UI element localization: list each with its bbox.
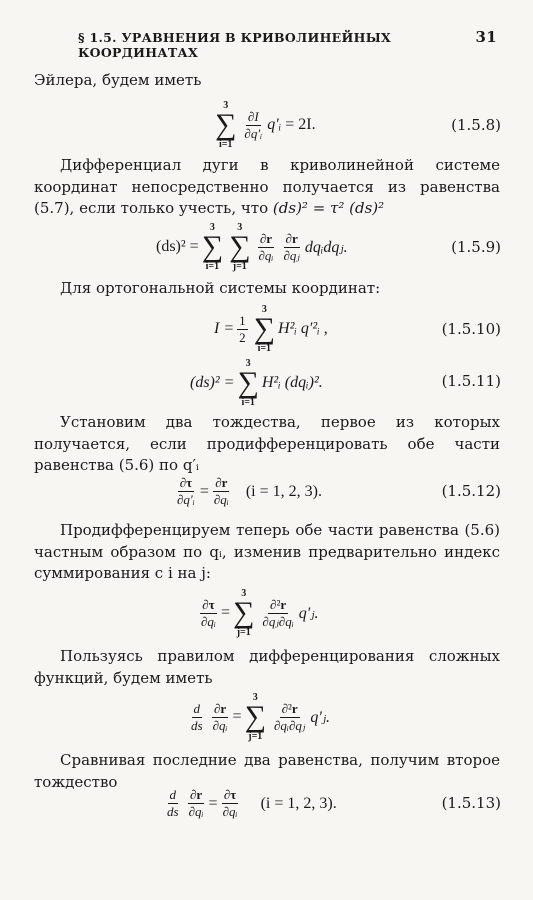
formula-1-5-13: $\frac{d}{ds}$ $\frac{\partial r}{\text{∂qᵢ}}$ = $\frac{\partial\tau}{\text{∂qᵢ}}$ (i = 1, 2, 3). — [167, 787, 337, 819]
equation-1-5-8 — [0, 96, 533, 152]
equation-tail: dqᵢdqⱼ. — [304, 239, 348, 256]
paragraph-4: Установим два тождества, первое из которых получается, если продифференцировать обе части равенства (5.6) по q′ᵢ — [34, 413, 500, 474]
paragraph-5: Продифференцируем теперь обе части равенства (5.6) частным образом по qᵢ, изменив предварительно индекс суммирования с i на j: — [34, 521, 500, 582]
page-number: 31 — [475, 28, 497, 46]
equation-number: (1.5.12) — [441, 482, 501, 500]
equation-lhs: (ds)² = — [156, 238, 199, 255]
paragraph-2 — [34, 155, 500, 220]
header-title: § 1.5. УРАВНЕНИЯ В КРИВОЛИНЕЙНЫХ КООРДИНАТАХ — [78, 30, 392, 60]
equation-lhs: I = — [214, 320, 235, 337]
equation-1-5-11 — [0, 356, 533, 408]
formula-derivative-sum: $\frac{\partial\tau}{\text{∂qᵢ}}$ = 3 ∑ j=1 $\frac{\text{∂²r}}{\text{∂qⱼ∂qᵢ}}$ q′ⱼ. — [201, 588, 319, 638]
running-header — [78, 28, 497, 60]
formula-1-5-11: (ds)² = 3 ∑ i=1 H²ᵢ (dqᵢ)². — [190, 358, 323, 408]
equation-derivative-sum — [0, 584, 533, 640]
equation-chain-rule — [0, 688, 533, 744]
equation-rhs: = 2I. — [285, 116, 316, 133]
equation-number: (1.5.13) — [441, 794, 501, 812]
formula-1-5-9: (ds)² = 3 ∑ i=1 3 ∑ j=1 $\frac{\partial r}{\text{∂qᵢ}}$ $\frac{\partial r}{\text{∂qⱼ}}$ dqᵢdqⱼ. — [156, 222, 348, 272]
formula-chain-rule: $\frac{d}{ds}$ $\frac{\partial r}{\text{∂qᵢ}}$ = 3 ∑ j=1 $\frac{\text{∂²r}}{\text{∂qᵢ∂qⱼ}}$ q′ⱼ. — [191, 692, 331, 742]
equation-1-5-9 — [0, 218, 533, 274]
equation-number: (1.5.8) — [451, 116, 501, 134]
paragraph-1: Эйлера, будем иметь — [34, 71, 202, 89]
equation-lhs: (ds)² = — [190, 374, 235, 391]
formula-1-5-12: $\frac{\partial\tau}{\text{∂q′ᵢ}}$ = $\frac{\partial r}{\text{∂qᵢ}}$ (i = 1, 2, 3). — [177, 475, 322, 507]
equation-1-5-12 — [0, 474, 533, 518]
equation-number: (1.5.9) — [451, 238, 501, 256]
equation-number: (1.5.10) — [441, 320, 501, 338]
equation-tail: H²ᵢ (dqᵢ)². — [261, 374, 323, 391]
equation-1-5-13 — [0, 786, 533, 830]
paragraph-6: Пользуясь правилом дифференцирования сложных функций, будем иметь — [34, 647, 500, 687]
formula-1-5-10: I = $\frac{1}{2}$ 3 ∑ i=1 H²ᵢ q′²ᵢ , — [214, 304, 328, 354]
paragraph-3: Для ортогональной системы координат: — [60, 279, 381, 297]
inline-formula: (ds)² = τ² (ds)² — [272, 199, 385, 217]
equation-tail: q′ⱼ. — [298, 605, 319, 622]
equation-condition: (i = 1, 2, 3). — [260, 794, 337, 812]
equation-1-5-10 — [0, 300, 533, 356]
paragraph-2-text: Дифференциал дуги в криволинейной системе координат непосредственно получается из равенства (5.7), если только учесть, что — [34, 156, 500, 217]
formula-1-5-8: 3 ∑ i=1 $\frac{\partial I}{\text{∂q′ᵢ}}$ q′ᵢ = 2I. — [215, 100, 316, 150]
equation-number: (1.5.11) — [441, 372, 501, 390]
paragraph-7: Сравнивая последние два равенства, получим второе тождество — [34, 751, 500, 791]
equation-tail: H²ᵢ q′²ᵢ , — [278, 320, 328, 337]
equation-tail: q′ⱼ. — [310, 709, 331, 726]
equation-condition: (i = 1, 2, 3). — [245, 482, 322, 500]
